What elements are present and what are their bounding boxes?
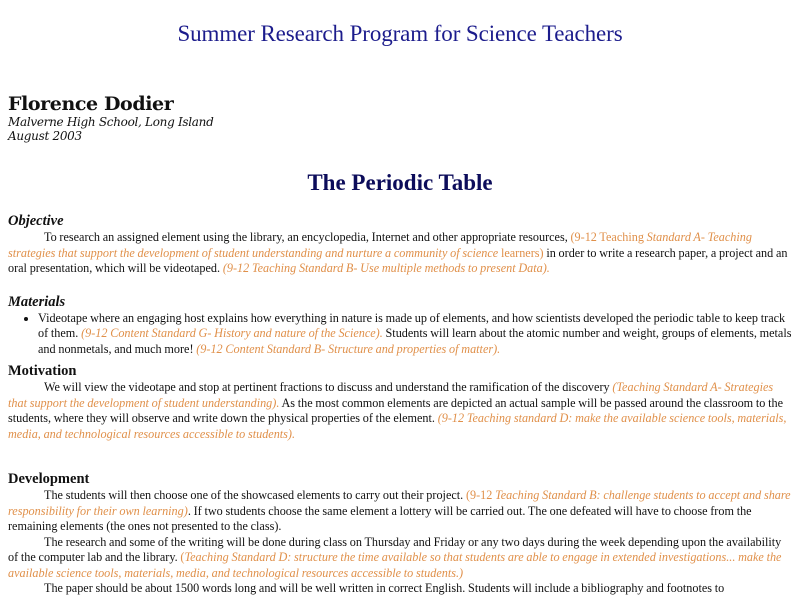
standard-reference: Teaching Standard D: structure the time available so that students are able to engage in extended investigations... make the available science tools, materials, media, and technological resources accessible to students.): [8, 550, 782, 580]
body-text: To research an assigned element using the library, an encyclopedia, Internet and other appropriate resources,: [44, 230, 571, 244]
body-text: We will view the videotape and stop at pertinent fractions to discuss and understand the ramification of the discovery: [44, 380, 613, 394]
body-text: . If two students choose the same element a lottery will be carried out. The one defeated will have to choose from the remaining elements (the ones not presented to the class).: [8, 503, 752, 533]
standard-reference: (: [180, 550, 185, 564]
standard-reference: Teaching Standard B: challenge students to accept and share responsibility for their own learning): [8, 488, 791, 518]
standard-reference: Standard A- Teaching strategies that support the development of student understanding and nurture a community of science: [8, 230, 752, 260]
body-text: The research and some of the writing will be done during class on Thursday and Friday or any two days during the week depending upon the availability of the computer lab and the library.: [8, 534, 782, 564]
program-title: Summer Research Program for Science Teachers: [177, 21, 623, 46]
objective-paragraph: [8, 230, 792, 277]
section-objective: [8, 213, 792, 277]
body-text: The paper should be about 1500 words long and will be well written in correct English. Students will include a bibliography and footnotes to: [44, 581, 725, 595]
standard-reference: (Teaching Standard A- Strategies that support the development of student understanding).: [8, 380, 774, 410]
standard-reference: (9-12 Teaching standard D: make the available science tools, materials, media, and technological resources accessible to students).: [8, 411, 787, 441]
standard-reference: learners): [500, 245, 544, 260]
development-paragraph-3: [8, 581, 792, 597]
document-title: The Periodic Table: [307, 170, 493, 195]
standard-reference: (9-12 Content Standard B- Structure and properties of matter).: [196, 341, 501, 356]
author-name: Florence Dodier: [8, 93, 174, 115]
author-school: Malverne High School, Long Island: [8, 115, 214, 129]
standard-reference: (9-12 Teaching Standard B- Use multiple methods to present Data).: [222, 261, 550, 275]
body-text: As the most common elements are depicted an actual sample will be passed around the classroom to the students, where they will observe and write down the physical properties of the element.: [8, 395, 783, 425]
materials-list: [8, 311, 792, 358]
standard-reference: (9-12 Teaching: [570, 230, 647, 244]
author-block: [8, 93, 792, 143]
development-paragraph-1: [8, 488, 792, 535]
section-materials: [8, 294, 792, 358]
section-heading-objective: Objective: [8, 213, 64, 229]
author-date: August 2003: [8, 129, 82, 143]
section-motivation: [8, 363, 792, 442]
body-text: Videotape where an engaging host explains how everything in nature is made up of elements, and how scientists developed the periodic table to keep track of them.: [38, 310, 786, 340]
body-text: The students will then choose one of the showcased elements to carry out their project.: [44, 488, 466, 502]
body-text: Students will learn about the atomic number and weight, groups of elements, metals and nonmetals, and much more!: [38, 326, 792, 356]
motivation-paragraph: [8, 380, 792, 442]
section-development: [8, 471, 792, 597]
section-heading-development: Development: [8, 471, 90, 487]
standard-reference: (9-12 Content Standard G- History and nature of the Science).: [81, 326, 383, 340]
body-text: in order to write a research paper, a project and an oral presentation, which will be videotaped.: [8, 245, 788, 275]
section-heading-motivation: Motivation: [8, 363, 77, 379]
standard-reference: (9-12: [465, 488, 496, 502]
list-item: [38, 311, 792, 358]
section-heading-materials: Materials: [8, 293, 66, 310]
development-paragraph-2: [8, 535, 792, 582]
